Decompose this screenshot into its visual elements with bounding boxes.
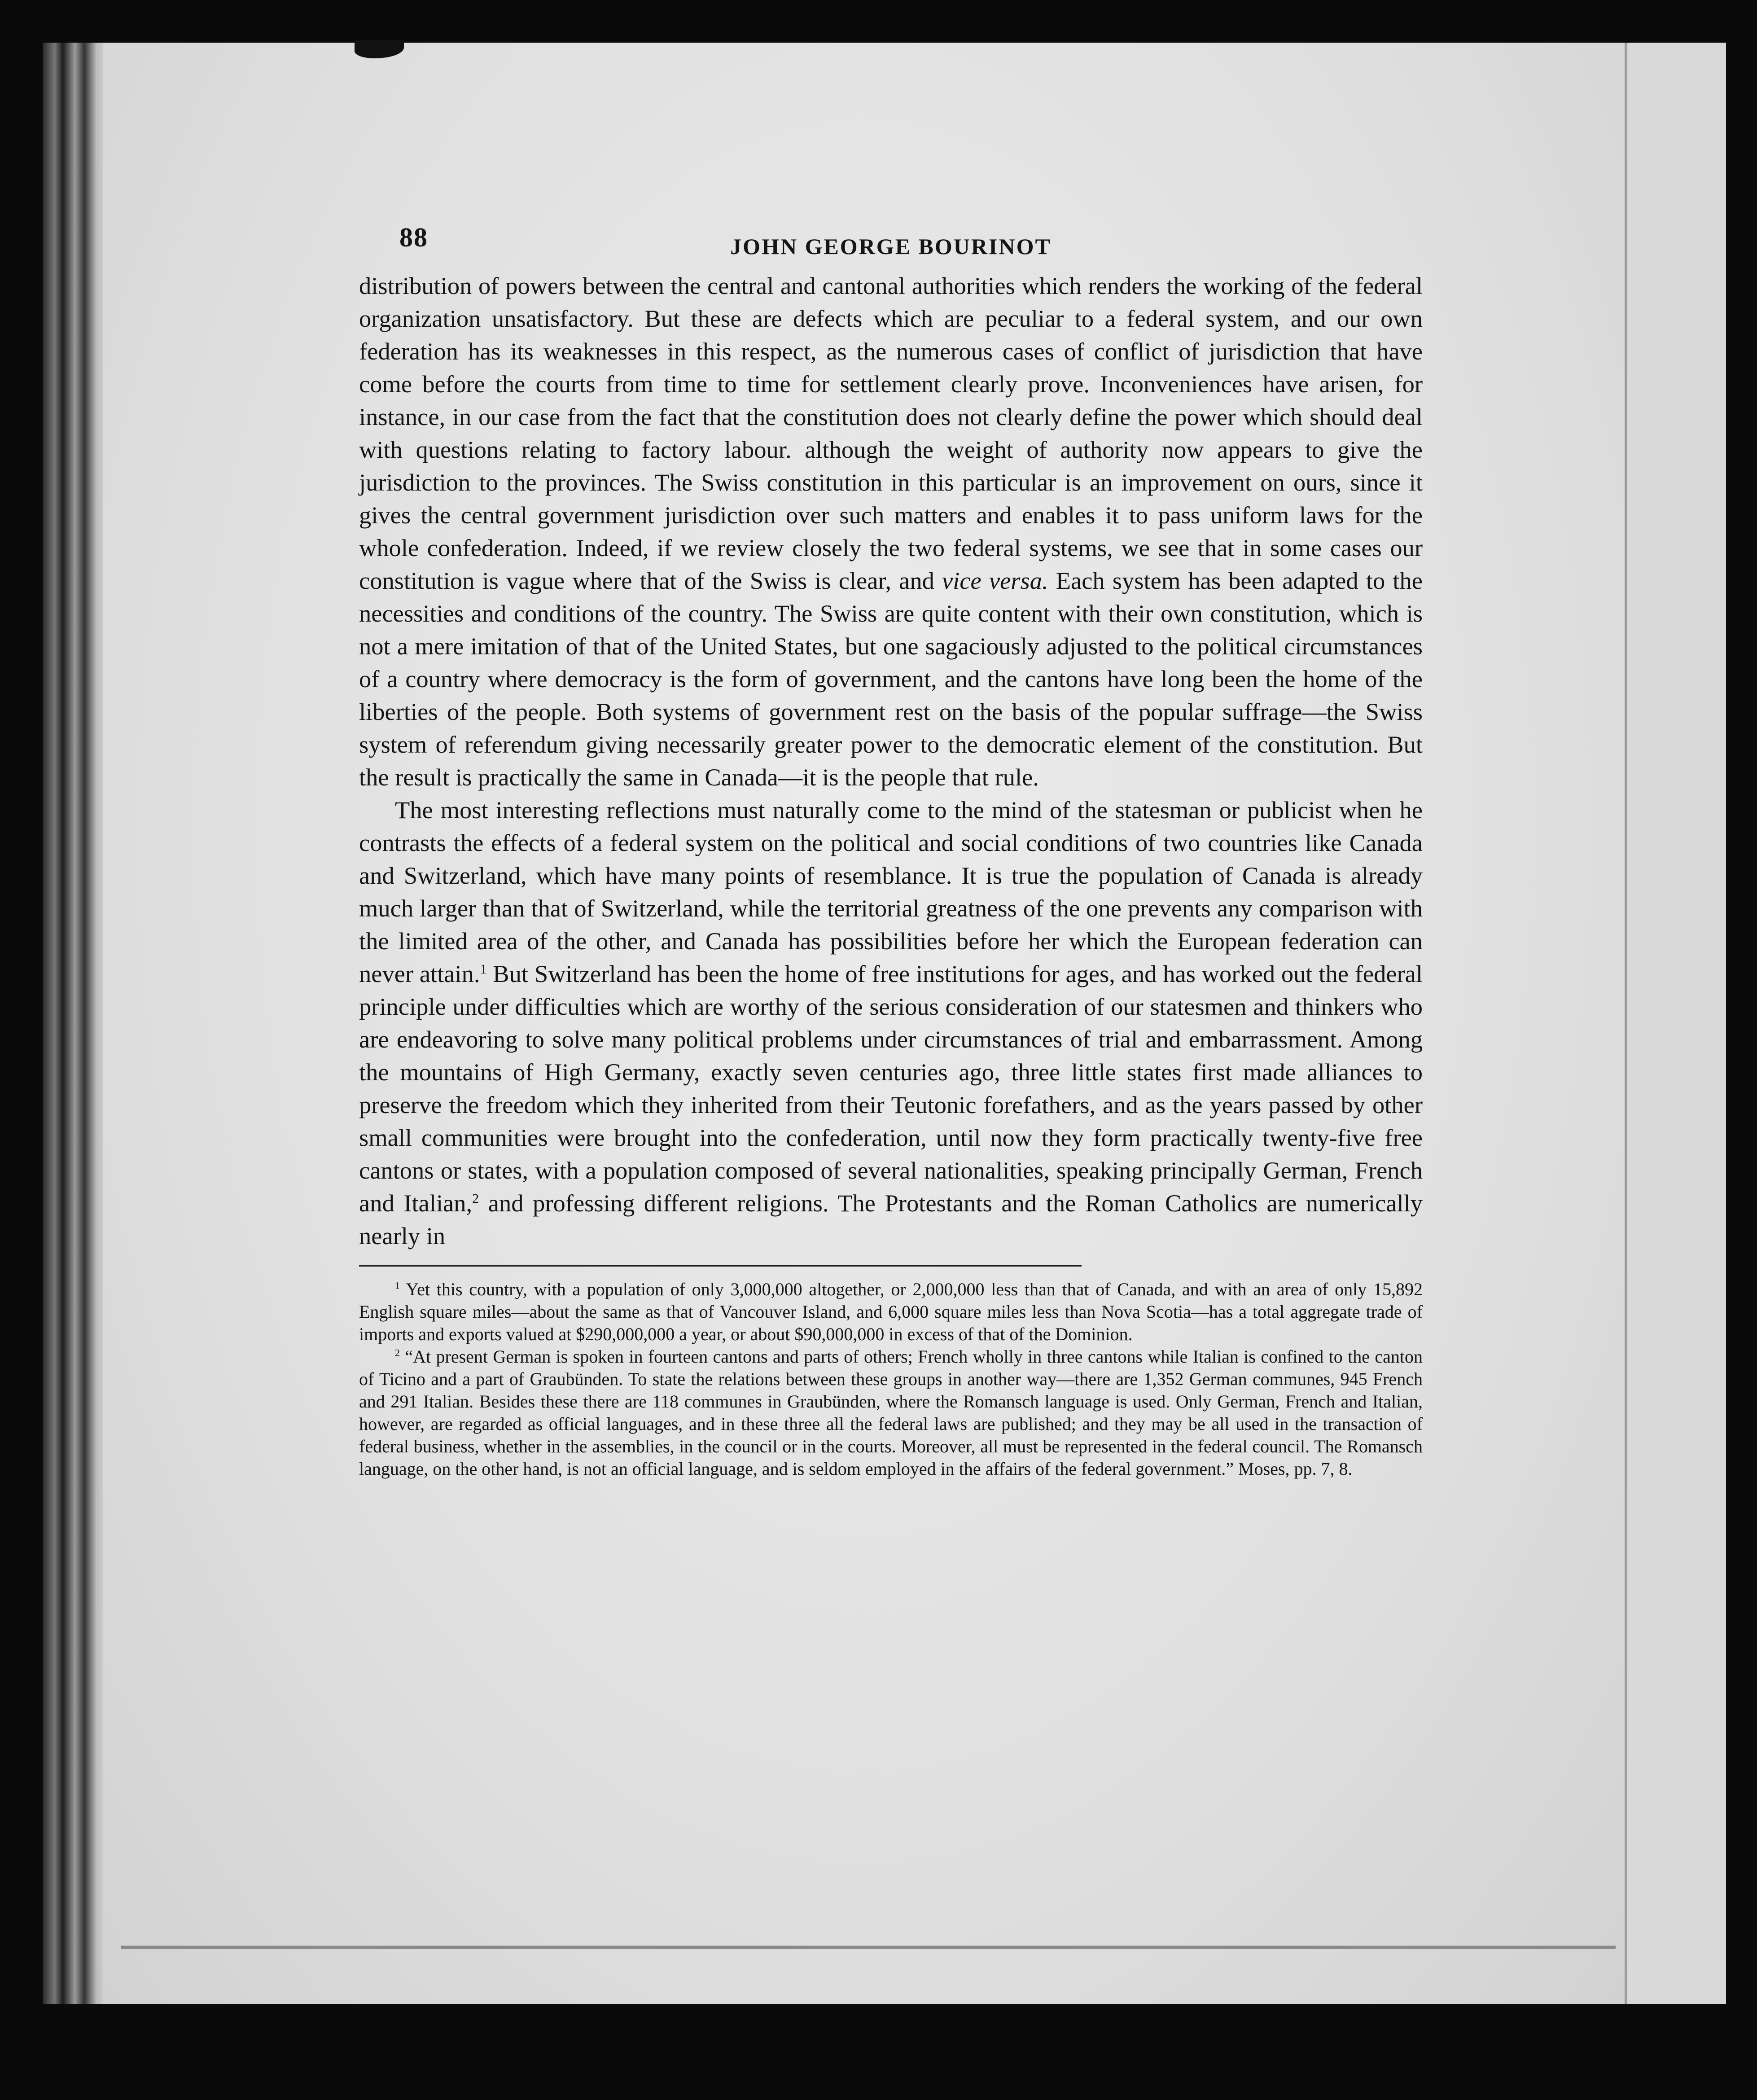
paragraph-1 xyxy=(359,269,1423,794)
page-number: 88 xyxy=(399,223,428,252)
footnote-2-marker: 2 xyxy=(395,1347,400,1359)
paragraph-2-text-a: The most interesting reflections must naturally come to the mind of the statesman or publicist when he contrasts the effects of a federal system on the political and social conditions of two countries like Canada and Switzerland, which have many points of resemblance. It is true the population of Canada is already much larger than that of Switzerland, while the territorial greatness of the one prevents any comparison with the limited area of the other, and Canada has possibilities before her which the European federation can never attain. xyxy=(359,796,1423,987)
paragraph-1-text-a: distribution of powers between the central and cantonal authorities which renders the working of the federal organization unsatisfactory. But these are defects which are peculiar to a federal system, and our own federation has its weaknesses in this respect, as the numerous cases of conflict of jurisdiction that have come before the courts from time to time for settlement clearly prove. Inconveniences have arisen, for instance, in our case from the fact that the constitution does not clearly define the power which should deal with questions relating to factory labour. although the weight of authority now appears to give the jurisdiction to the provinces. The Swiss constitution in this particular is an improvement on ours, since it gives the central government jurisdiction over such matters and enables it to pass uniform laws for the whole confederation. Indeed, if we review closely the two federal systems, we see that in some cases our constitution is vague where that of the Swiss is clear, and xyxy=(359,272,1423,594)
body-text xyxy=(359,269,1423,1252)
paragraph-2-text-b: But Switzerland has been the home of free institutions for ages, and has worked out the federal principle under difficulties which are worthy of the serious consideration of our statesmen and thinkers who are endeavoring to solve many political problems under circumstances of trial and embarrassment. Among the mountains of High Germany, exactly seven centuries ago, three little states first made alliances to preserve the freedom which they inherited from their Teutonic forefathers, and as the years passed by other small communities were brought into the confederation, until now they form practically twenty-five free cantons or states, with a population composed of several nationalities, speaking principally German, French and Italian, xyxy=(359,960,1423,1217)
footnote-1-marker: 1 xyxy=(395,1280,400,1291)
footnote-ref-1[interactable]: 1 xyxy=(480,961,487,977)
footnote-ref-2[interactable]: 2 xyxy=(472,1191,479,1206)
adjacent-page-edge xyxy=(1625,43,1726,2004)
film-edge xyxy=(43,43,110,2004)
page-content xyxy=(359,220,1423,1480)
paragraph-2 xyxy=(359,794,1423,1252)
footnote-2-text: “At present German is spoken in fourteen cantons and parts of others; French wholly in three cantons while Italian is confined to the canton of Ticino and a part of Graubünden. To state the relations between these groups in another way—there are 1,352 German communes, 945 French and 291 Italian. Besides these there are 118 communes in Graubünden, where the Romansch language is used. Only German, French and Italian, however, are regarded as official languages, and in these three all the federal laws are published; and they may be all used in the transaction of federal business, whether in the assemblies, in the council or in the courts. Moreover, all must be represented in the federal council. The Romansch language, on the other hand, is not an official language, and is seldom employed in the affairs of the federal government.” Moses, pp. 7, 8. xyxy=(359,1346,1423,1479)
running-head xyxy=(359,220,1423,269)
footnote-1-text: Yet this country, with a population of only 3,000,000 altogether, or 2,000,000 less than that of Canada, and with an area of only 15,892 English square miles—about the same as that of Vancouver Island, and 6,000 square miles less than Nova Scotia—has a total aggregate trade of imports and exports valued at $290,000,000 a year, or about $90,000,000 in excess of that of the Dominion. xyxy=(359,1279,1423,1344)
frame-bottom-rule xyxy=(121,1946,1616,1949)
footnote-2 xyxy=(359,1346,1423,1480)
paragraph-1-text-b: Each system has been adapted to the necessities and conditions of the country. The Swiss are quite content with their own constitution, which is not a mere imitation of that of the United States, but one sagaciously adjusted to the political circumstances of a country where democracy is the form of government, and the cantons have long been the home of the liberties of the people. Both systems of government rest on the basis of the popular suffrage—the Swiss system of referendum giving necessarily greater power to the democratic element of the constitution. But the result is practically the same in Canada—it is the people that rule. xyxy=(359,567,1423,791)
italic-phrase: vice versa. xyxy=(942,567,1048,594)
footnotes xyxy=(359,1278,1423,1480)
footnote-divider xyxy=(359,1265,1082,1267)
footnote-1 xyxy=(359,1278,1423,1346)
running-title: JOHN GEORGE BOURINOT xyxy=(730,234,1052,259)
paragraph-2-text-c: and professing different religions. The Protestants and the Roman Catholics are numerically nearly in xyxy=(359,1189,1423,1249)
